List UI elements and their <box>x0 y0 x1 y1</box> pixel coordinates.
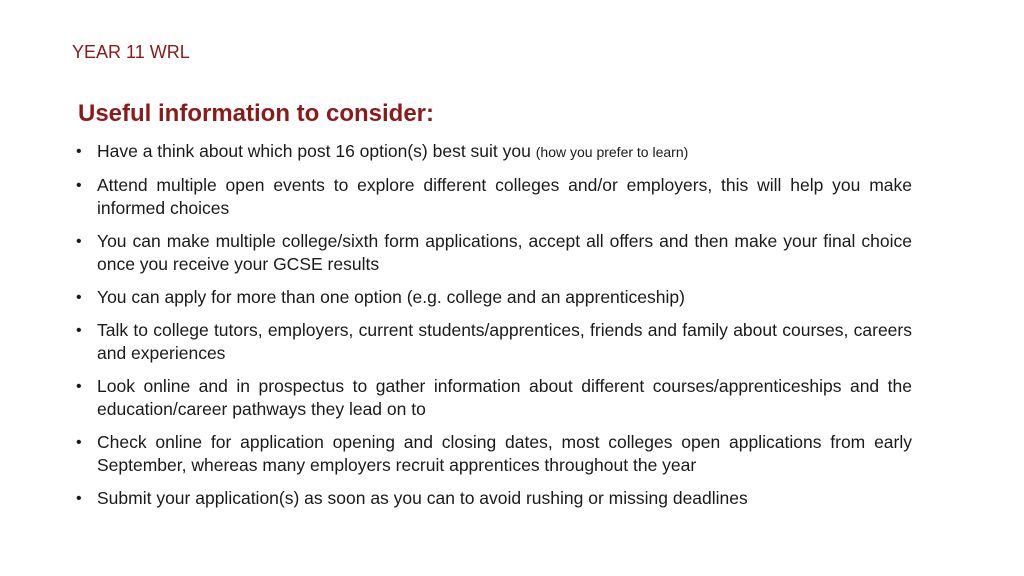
bullet-text: Attend multiple open events to explore different colleges and/or employers, this will help you make informed choices <box>97 175 912 218</box>
bullet-icon: • <box>76 143 82 160</box>
bullet-text <box>97 140 912 164</box>
bullet-icon: • <box>76 322 82 339</box>
bullet-icon: • <box>76 378 82 395</box>
bullet-text: Submit your application(s) as soon as you can to avoid rushing or missing deadlines <box>97 488 748 508</box>
bullet-item <box>76 431 912 477</box>
bullet-icon: • <box>76 289 82 306</box>
bullet-icon: • <box>76 177 82 194</box>
bullet-text: You can make multiple college/sixth form applications, accept all offers and then make your final choice once you receive your GCSE results <box>97 231 912 274</box>
bullet-item <box>76 375 912 421</box>
bullet-list <box>76 140 912 520</box>
bullet-text: Talk to college tutors, employers, current students/apprentices, friends and family about courses, careers and experiences <box>97 320 912 363</box>
bullet-icon: • <box>76 490 82 507</box>
slide-header: YEAR 11 WRL <box>72 42 190 62</box>
bullet-text: Check online for application opening and closing dates, most colleges open applications from early September, whereas many employers recruit apprentices throughout the year <box>97 432 912 475</box>
bullet-item <box>76 319 912 365</box>
bullet-item <box>76 487 912 510</box>
bullet-main-text: Have a think about which post 16 option(s) best suit you <box>97 141 531 161</box>
bullet-icon: • <box>76 233 82 250</box>
bullet-text: Look online and in prospectus to gather information about different courses/apprenticeships and the education/career pathways they lead on to <box>97 376 912 419</box>
bullet-icon: • <box>76 434 82 451</box>
bullet-text: You can apply for more than one option (e.g. college and an apprenticeship) <box>97 287 685 307</box>
bullet-item <box>76 230 912 276</box>
bullet-item <box>76 174 912 220</box>
bullet-note: (how you prefer to learn) <box>535 144 689 160</box>
bullet-item <box>76 140 912 164</box>
bullet-item <box>76 286 912 309</box>
slide-heading: Useful information to consider: <box>78 100 435 127</box>
